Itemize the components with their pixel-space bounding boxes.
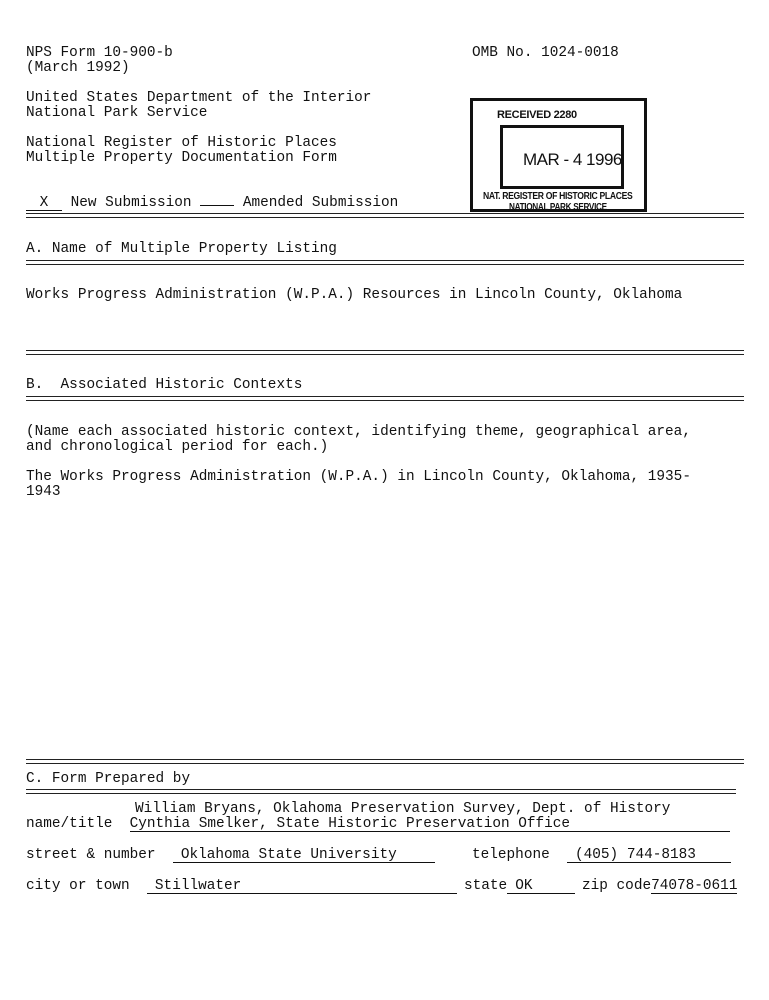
zip-label: zip code — [582, 878, 652, 894]
stamp-register-text: NAT. REGISTER OF HISTORIC PLACES — [483, 190, 633, 202]
submission-type — [26, 196, 398, 211]
agency-line: National Park Service — [26, 105, 208, 121]
form-title: Multiple Property Documentation Form — [26, 150, 337, 166]
state-value[interactable]: OK — [507, 880, 575, 894]
multiple-property-name: Works Progress Administration (W.P.A.) Resources in Lincoln County, Oklahoma — [26, 287, 683, 303]
stamp-received-text: RECEIVED 2280 — [497, 109, 577, 121]
form-date: (March 1992) — [26, 60, 130, 76]
preparer-name-line2[interactable]: Cynthia Smelker, State Historic Preservation Office — [130, 818, 730, 832]
section-b-instructions: (Name each associated historic context, identifying theme, geographical area, — [26, 424, 691, 440]
zip-value[interactable]: 74078-0611 — [651, 878, 738, 894]
divider — [26, 396, 744, 401]
form-number: NPS Form 10-900-b — [26, 45, 173, 61]
telephone-field — [472, 848, 731, 863]
city-label: city or town — [26, 878, 130, 894]
historic-context: The Works Progress Administration (W.P.A.) in Lincoln County, Oklahoma, 1935- — [26, 469, 691, 485]
new-submission-label: New Submission — [70, 195, 192, 211]
divider — [26, 350, 744, 355]
name-title-label: name/title — [26, 816, 113, 832]
street-value[interactable]: Oklahoma State University — [173, 849, 435, 863]
state-label: state — [464, 878, 508, 894]
telephone-value[interactable]: (405) 744-8183 — [567, 849, 731, 863]
name-title-field — [26, 817, 730, 832]
section-a-heading: A. Name of Multiple Property Listing — [26, 241, 337, 257]
divider — [26, 759, 744, 764]
telephone-label: telephone — [472, 847, 550, 863]
stamp-date: MAR - 4 1996 — [523, 150, 622, 169]
preparer-name-line1: William Bryans, Oklahoma Preservation Survey, Dept. of History — [135, 801, 671, 817]
amended-submission-checkbox[interactable] — [200, 205, 234, 206]
divider — [26, 789, 736, 794]
program-title: National Register of Historic Places — [26, 135, 337, 151]
zip-field — [582, 879, 737, 894]
state-field — [464, 879, 575, 894]
street-field — [26, 848, 435, 863]
stamp-service-text: NATIONAL PARK SERVICE — [509, 202, 607, 213]
section-b-heading: B. Associated Historic Contexts — [26, 377, 303, 393]
section-b-instructions: and chronological period for each.) — [26, 439, 329, 455]
new-submission-checkbox[interactable]: X — [26, 197, 62, 211]
department-line: United States Department of the Interior — [26, 90, 372, 106]
historic-context: 1943 — [26, 484, 61, 500]
street-label: street & number — [26, 847, 156, 863]
divider — [26, 213, 744, 218]
received-stamp — [470, 98, 647, 212]
city-field — [26, 879, 457, 894]
omb-number: OMB No. 1024-0018 — [472, 45, 619, 61]
city-value[interactable]: Stillwater — [147, 880, 457, 894]
stamp-date-box — [500, 125, 624, 189]
divider — [26, 260, 744, 265]
amended-submission-label: Amended Submission — [242, 195, 399, 211]
section-c-heading: C. Form Prepared by — [26, 771, 191, 787]
